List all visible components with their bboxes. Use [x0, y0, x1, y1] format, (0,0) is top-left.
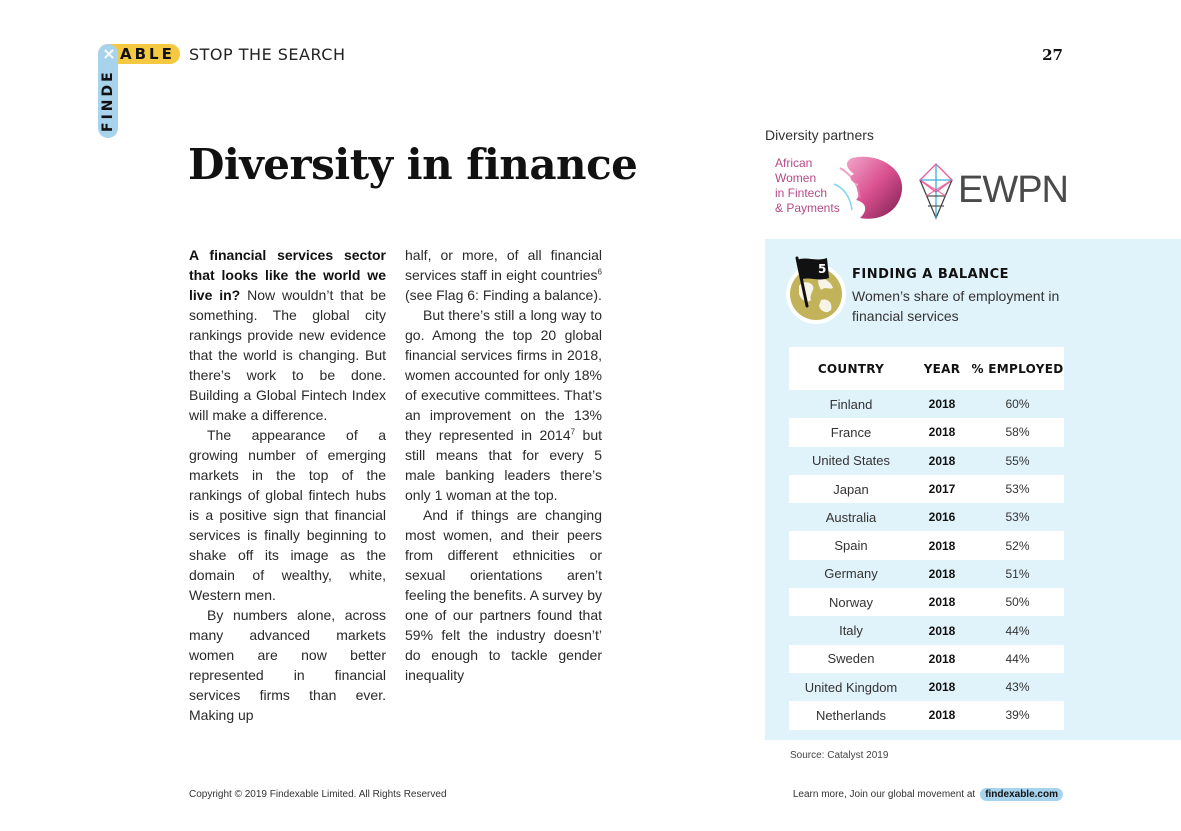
cell-country: United Kingdom — [804, 679, 898, 695]
table-row — [789, 560, 1064, 588]
logo-finde-text: FINDE — [100, 69, 116, 132]
cell-year: 2016 — [928, 510, 956, 525]
ewpn-text: EWPN — [958, 169, 1068, 211]
flag-badge — [785, 256, 849, 326]
website-link[interactable]: findexable.com — [980, 788, 1063, 801]
cell-country: Norway — [828, 594, 874, 610]
ewpn-network-icon — [918, 162, 956, 220]
awfp-text — [775, 156, 840, 216]
cell-pct: 53% — [1005, 482, 1030, 497]
paragraph — [189, 245, 386, 425]
cell-year: 2018 — [928, 425, 956, 440]
cell-pct: 58% — [1005, 425, 1030, 440]
logo-x-mark: × — [102, 44, 116, 63]
cell-country: Italy — [839, 623, 863, 639]
awfp-line: & Payments — [775, 201, 840, 215]
cell-year: 2018 — [928, 708, 956, 723]
learn-more-text: Learn more, Join our global movement at — [792, 789, 976, 800]
cell-pct: 44% — [1005, 651, 1030, 666]
awfp-line: Women — [775, 171, 817, 185]
table-row — [789, 588, 1064, 616]
panel-subtitle: Women’s share of employment in financial services — [852, 288, 1060, 324]
paragraph-text: But there’s still a long way to go. Among the top 20 global financial services firms in 2018, women accounted for only 18% of executive committees. That’s an improvement on the 13% they represented in 2014 — [405, 307, 602, 443]
awfp-logo — [770, 148, 906, 224]
lead-sentence: A financial services sector that looks like the world we live in? — [189, 247, 386, 303]
cell-pct: 50% — [1005, 595, 1030, 610]
table-header — [789, 347, 1064, 390]
table-row — [789, 447, 1064, 475]
awfp-face-icon — [830, 154, 906, 222]
cell-year: 2018 — [928, 651, 956, 666]
body-column-1 — [189, 245, 386, 725]
footer-cta — [793, 788, 1063, 801]
footnote-ref: 6 — [597, 267, 602, 277]
column-header-country: COUNTRY — [817, 361, 885, 376]
paragraph-text: Now wouldn’t that be something. The global city rankings provide new evidence that the world is changing. But there’s work to be done. Building a Global Fintech Index will make a difference. — [189, 287, 386, 423]
copyright: Copyright © 2019 Findexable Limited. All Rights Reserved — [189, 789, 447, 800]
cell-country: Netherlands — [815, 707, 887, 723]
table-row — [789, 616, 1064, 644]
cell-pct: 60% — [1005, 397, 1030, 412]
cell-pct: 52% — [1005, 538, 1030, 553]
table-row — [789, 531, 1064, 559]
cell-pct: 55% — [1005, 453, 1030, 468]
cell-year: 2018 — [928, 538, 956, 553]
column-header-employed: % EMPLOYED — [971, 361, 1064, 376]
table-row — [789, 701, 1064, 729]
cell-pct: 44% — [1005, 623, 1030, 638]
paragraph-text: (see Flag 6: Finding a balance). — [405, 287, 602, 303]
column-header-year: YEAR — [923, 361, 961, 376]
table-row — [789, 503, 1064, 531]
cell-country: Germany — [824, 566, 878, 582]
table-row — [789, 475, 1064, 503]
table-row — [789, 390, 1064, 418]
cell-pct: 53% — [1005, 510, 1030, 525]
cell-pct: 51% — [1005, 566, 1030, 581]
table-row — [789, 673, 1064, 701]
page-title: Diversity in finance — [188, 140, 638, 189]
table-row — [789, 645, 1064, 673]
paragraph: The appearance of a growing number of emerging markets in the top of the rankings of global fintech hubs is a positive sign that financial services is finally beginning to shake off its image as the domain of wealthy, white, Western men. — [189, 427, 386, 603]
partners-label: Diversity partners — [765, 127, 874, 143]
paragraph — [405, 305, 602, 505]
paragraph-text: but still means that for every 5 male banking leaders there’s only 1 woman at the top. — [405, 427, 602, 503]
cell-country: Finland — [829, 396, 873, 412]
page-number: 27 — [1042, 46, 1063, 64]
paragraph-text: half, or more, of all financial services staff in eight countries — [405, 247, 602, 283]
cell-year: 2018 — [928, 595, 956, 610]
employment-table — [789, 347, 1064, 730]
findexable-logo — [98, 44, 182, 140]
ewpn-logo — [918, 160, 1066, 222]
cell-country: Spain — [834, 538, 868, 554]
cell-year: 2018 — [928, 397, 956, 412]
paragraph: By numbers alone, across many advanced markets women are now better represented in financial services firms than ever. Making up — [189, 607, 386, 723]
cell-country: France — [830, 424, 872, 440]
cell-year: 2018 — [928, 680, 956, 695]
awfp-line: African — [775, 156, 813, 170]
footnote-ref: 7 — [570, 427, 576, 437]
table-row — [789, 418, 1064, 446]
cell-year: 2017 — [928, 482, 956, 497]
source-note: Source: Catalyst 2019 — [790, 750, 889, 761]
cell-year: 2018 — [928, 623, 956, 638]
cell-country: Sweden — [827, 651, 875, 667]
logo-able-text: ABLE — [120, 45, 175, 63]
panel-title: FINDING A BALANCE — [852, 267, 1010, 282]
flag-number: 5 — [818, 262, 827, 276]
cell-country: United States — [811, 453, 891, 469]
paragraph — [405, 245, 602, 305]
awfp-line: in Fintech — [775, 186, 828, 200]
flag-globe-icon — [785, 256, 849, 326]
cell-pct: 43% — [1005, 680, 1030, 695]
cell-country: Japan — [833, 481, 869, 497]
body-column-2 — [405, 245, 602, 743]
cell-pct: 39% — [1005, 708, 1030, 723]
cell-year: 2018 — [928, 453, 956, 468]
cell-year: 2018 — [928, 566, 956, 581]
section-title: STOP THE SEARCH — [189, 45, 346, 64]
cell-country: Australia — [825, 509, 877, 525]
paragraph: And if things are changing most women, and their peers from different ethnicities or sexual orientations aren’t feeling the benefits. A survey by one of our partners found that 59% felt the industry doesn’t’ do enough to tackle gender inequality — [405, 507, 602, 683]
